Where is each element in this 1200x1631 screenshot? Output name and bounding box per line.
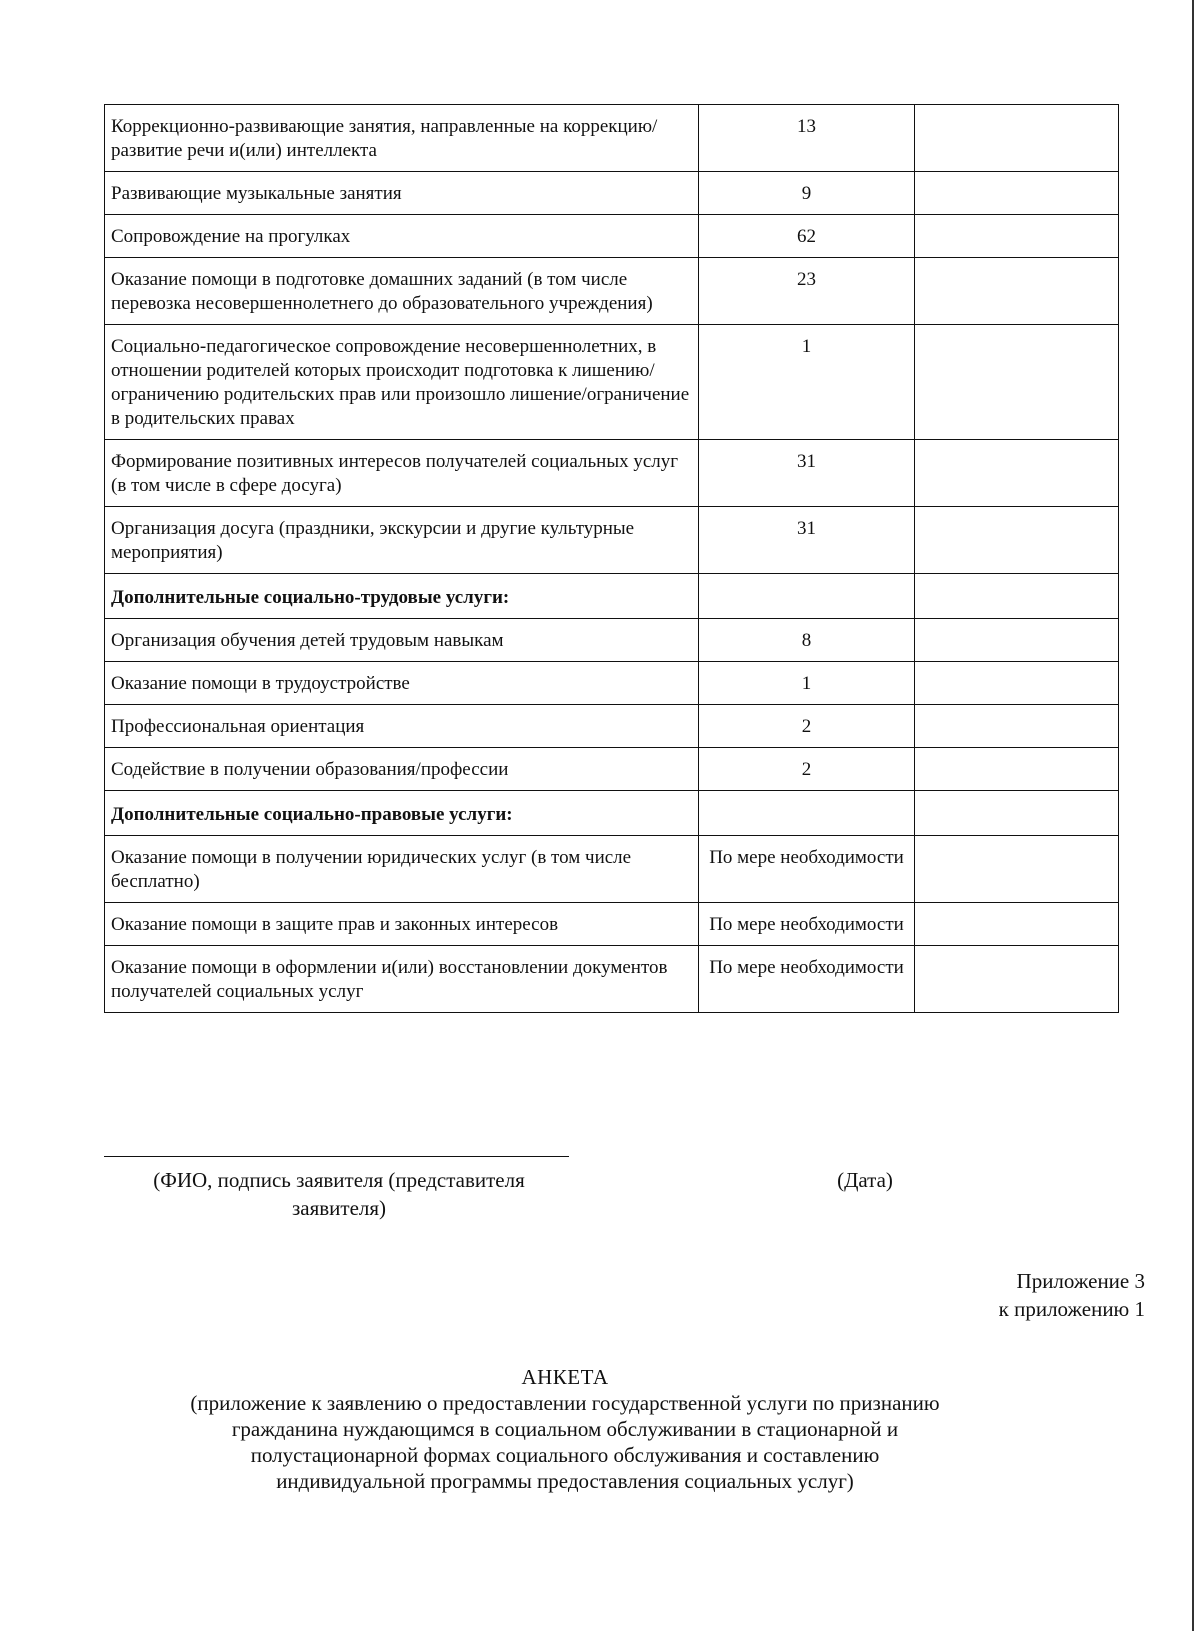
appendix-line1: Приложение 3 [1016,1269,1145,1293]
service-quantity-cell: 2 [699,705,915,748]
table-row [105,662,1119,705]
signature-caption-line2: заявителя) [291,1196,387,1220]
service-name-cell: Сопровождение на прогулках [105,215,699,258]
service-name-cell: Оказание помощи в защите прав и законных интересов [105,903,699,946]
service-name-cell: Организация обучения детей трудовым навыкам [105,619,699,662]
blank-cell [915,105,1119,172]
section-heading-cell: Дополнительные социально-правовые услуги: [105,791,699,836]
table-row [105,903,1119,946]
table-row [105,836,1119,903]
service-name-cell: Развивающие музыкальные занятия [105,172,699,215]
service-quantity-cell: 62 [699,215,915,258]
blank-cell [915,903,1119,946]
table-section-row [105,791,1119,836]
blank-cell [915,836,1119,903]
table-row [105,172,1119,215]
section-heading-cell: Дополнительные социально-трудовые услуги: [105,574,699,619]
service-name-cell: Коррекционно-развивающие занятия, направленные на коррекцию/развитие речи и(или) интеллекта [105,105,699,172]
blank-cell [915,507,1119,574]
table-row [105,619,1119,662]
service-quantity-cell [699,791,915,836]
service-name-cell: Организация досуга (праздники, экскурсии и другие культурные мероприятия) [105,507,699,574]
anketa-subtitle-line: гражданина нуждающимся в социальном обслуживании в стационарной и [231,1417,899,1441]
signature-caption [104,1166,574,1222]
service-name-cell: Социально-педагогическое сопровождение несовершеннолетних, в отношении родителей которых происходит подготовка к лишению/ограничению родительских прав или произошло лишение/ограничение в родительских правах [105,325,699,440]
blank-cell [915,619,1119,662]
service-name-cell: Оказание помощи в подготовке домашних заданий (в том числе перевозка несовершеннолетнего до образовательного учреждения) [105,258,699,325]
table-row [105,325,1119,440]
table-row [105,946,1119,1013]
service-name-cell: Профессиональная ориентация [105,705,699,748]
table-row [105,105,1119,172]
table-row [105,215,1119,258]
anketa-subtitle-line: (приложение к заявлению о предоставлении государственной услуги по признанию [190,1391,940,1415]
service-quantity-cell [699,574,915,619]
service-name-cell: Содействие в получении образования/профессии [105,748,699,791]
page-edge-line [1192,0,1194,1631]
service-quantity-cell: 9 [699,172,915,215]
service-name-cell: Формирование позитивных интересов получателей социальных услуг (в том числе в сфере досуга) [105,440,699,507]
service-quantity-cell: 1 [699,325,915,440]
service-quantity-cell: 31 [699,507,915,574]
service-quantity-cell: 13 [699,105,915,172]
blank-cell [915,440,1119,507]
table-row [105,705,1119,748]
signature-line [104,1156,569,1157]
blank-cell [915,705,1119,748]
service-quantity-cell: 23 [699,258,915,325]
service-quantity-cell: По мере необходимости [699,946,915,1013]
signature-caption-line1: (ФИО, подпись заявителя (представителя [153,1168,525,1192]
blank-cell [915,574,1119,619]
appendix-reference [999,1267,1145,1323]
service-quantity-cell: По мере необходимости [699,903,915,946]
anketa-title: АНКЕТА [521,1365,609,1389]
anketa-subtitle-line: индивидуальной программы предоставления социальных услуг) [276,1469,854,1493]
table-section-row [105,574,1119,619]
table-row [105,748,1119,791]
table-row [105,258,1119,325]
table-row [105,507,1119,574]
blank-cell [915,946,1119,1013]
services-table [104,104,1119,1013]
service-name-cell: Оказание помощи в оформлении и(или) восстановлении документов получателей социальных услуг [105,946,699,1013]
service-quantity-cell: 31 [699,440,915,507]
service-quantity-cell: По мере необходимости [699,836,915,903]
appendix-line2: к приложению 1 [998,1297,1145,1321]
date-caption: (Дата) [837,1168,893,1192]
service-name-cell: Оказание помощи в трудоустройстве [105,662,699,705]
blank-cell [915,172,1119,215]
anketa-subtitle [110,1390,1020,1494]
services-table-body [105,105,1119,1013]
service-name-cell: Оказание помощи в получении юридических услуг (в том числе бесплатно) [105,836,699,903]
service-quantity-cell: 2 [699,748,915,791]
table-row [105,440,1119,507]
blank-cell [915,662,1119,705]
anketa-subtitle-line: полустационарной формах социального обслуживания и составлению [250,1443,880,1467]
blank-cell [915,748,1119,791]
blank-cell [915,258,1119,325]
blank-cell [915,215,1119,258]
blank-cell [915,325,1119,440]
service-quantity-cell: 8 [699,619,915,662]
blank-cell [915,791,1119,836]
service-quantity-cell: 1 [699,662,915,705]
